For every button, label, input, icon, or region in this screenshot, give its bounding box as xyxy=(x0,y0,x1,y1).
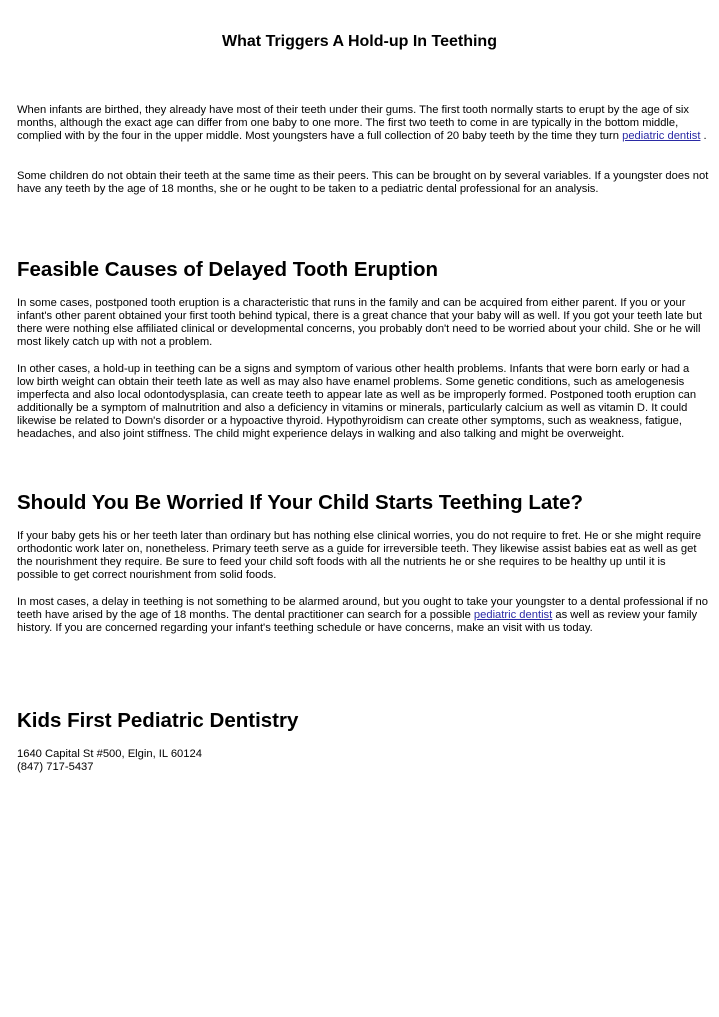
intro-paragraph-2: Some children do not obtain their teeth at the same time as their peers. This can be brought on by several variables. If a youngster does not have any teeth by the age of 18 months, she or he ought to be taken to a pediatric dental professional for an analysis. xyxy=(17,170,709,195)
teething-late-paragraph-1: If your baby gets his or her teeth later than ordinary but has nothing else clinical worries, you do not require to fret. He or she might require orthodontic work later on, nonetheless. Primary teeth serve as a guide for irreversible teeth. They likewise assist babies eat as well as get the nourishment they require. Be sure to feed your child soft foods with all the nutrients he or she requires to be healthy up until it is possible to get correct nourishment from solid foods. xyxy=(17,530,702,581)
intro-paragraph-1-text: When infants are birthed, they already have most of their teeth under their gums. The first tooth normally starts to erupt by the age of six months, although the exact age can differ from one baby to one more. The first two teeth to come in are typically in the bottom middle, complied with by the four in the upper middle. Most youngsters have a full collection of 20 baby teeth by the time they turn xyxy=(17,104,690,142)
teething-late-paragraph-2-end: as well as review your family history. If you are concerned regarding your infant's teething schedule or have concerns, make an visit with us today. xyxy=(17,609,698,634)
delayed-eruption-paragraph-1: In some cases, postponed tooth eruption is a characteristic that runs in the family and can be acquired from either parent. If you or your infant's other parent obtained your first tooth behind typical, there is a great chance that your baby will as well. If you got your teeth late but there were nothing else affiliated clinical or developmental concerns, you probably don't need to be worried about your child. She or he will most likely catch up with not a problem. xyxy=(17,297,702,348)
pediatric-dentist-link-1[interactable]: pediatric dentist xyxy=(622,130,701,142)
section-heading-delayed-eruption: Feasible Causes of Delayed Tooth Eruption xyxy=(17,258,439,281)
teething-late-paragraph-2-text: In most cases, a delay in teething is not something to be alarmed around, but you ought to take your youngster to a dental professional if no teeth have arised by the age of 18 months. The dental practitioner can search for a possible xyxy=(17,596,708,621)
practice-address: 1640 Capital St #500, Elgin, IL 60124 xyxy=(17,748,202,760)
section-heading-practice-name: Kids First Pediatric Dentistry xyxy=(17,709,299,732)
contact-block xyxy=(17,748,709,774)
section-heading-teething-late: Should You Be Worried If Your Child Starts Teething Late? xyxy=(17,491,584,514)
document-title: What Triggers A Hold-up In Teething xyxy=(222,33,497,50)
pediatric-dentist-link-2[interactable]: pediatric dentist xyxy=(473,609,553,621)
delayed-eruption-paragraph-2: In other cases, a hold-up in teething can be a signs and symptom of various other health problems. Infants that were born early or had a low birth weight can obtain their teeth late as well as may also have enamel problems. Some genetic conditions, such as amelogenesis imperfecta and also local odontodysplasia, can create teeth to appear late as well as be improperly formed. Postponed tooth eruption can additionally be a symptom of malnutrition and also a deficiency in vitamins or minerals, particularly calcium as well as vitamin D. It could likewise be related to Down's disorder or a hypoactive thyroid. Hypothyroidism can create other symptoms, such as weakness, fatigue, headaches, and also joint stiffness. The child might experience delays in walking and also talking and might be overweight. xyxy=(17,363,697,440)
practice-phone: (847) 717-5437 xyxy=(17,761,94,773)
intro-paragraph-1-end: . xyxy=(700,130,707,142)
intro-paragraph-1 xyxy=(17,104,709,143)
teething-late-paragraph-2 xyxy=(17,596,709,635)
